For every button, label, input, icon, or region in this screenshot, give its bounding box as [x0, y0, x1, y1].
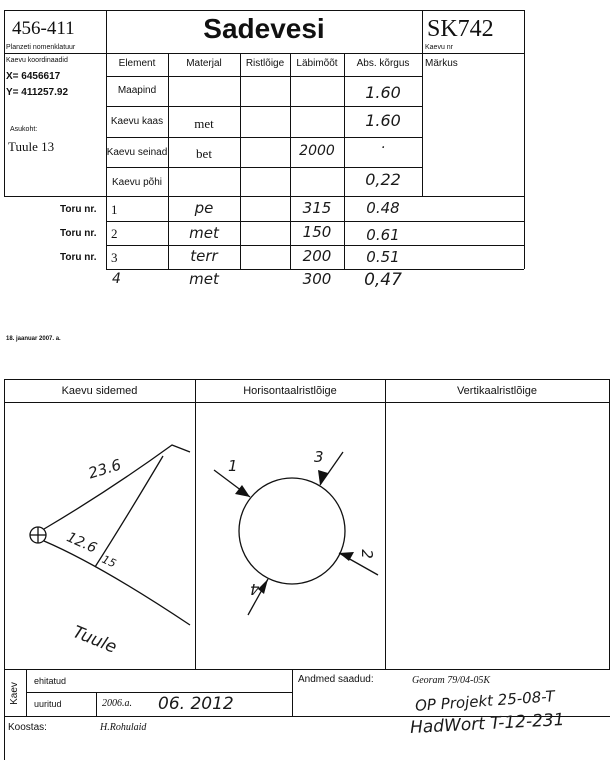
pipe-diameter-3: 200: [302, 247, 332, 265]
pipe-elevation-1: 0.48: [366, 199, 400, 217]
row-material-1: met: [194, 116, 214, 131]
row-elevation-0: 1.60: [365, 83, 401, 102]
source-hand-project: OP Projekt 25-08-T: [414, 687, 556, 715]
pipe-no-1: 1: [111, 202, 118, 217]
col-header-diameter: Läbimõõt: [296, 58, 338, 69]
document-date: 18. jaanuar 2007. a.: [6, 336, 61, 342]
pipe-diameter-4: 300: [302, 270, 332, 288]
panel-title-ties: Kaevu sidemed: [61, 385, 138, 397]
pipe-material-1: pe: [194, 199, 214, 217]
address: Tuule 13: [8, 139, 55, 154]
pipe-diameter-1: 315: [302, 199, 332, 217]
col-header-crosssection: Ristlõige: [245, 58, 285, 69]
pipe-material-3: terr: [190, 247, 218, 265]
pipe-label-sketch-4: 4: [250, 580, 260, 598]
source-value: Georam 79/04-05K: [412, 675, 491, 686]
pipe-arrow-3: [318, 470, 328, 485]
row-element-0: Maapind: [117, 85, 157, 96]
col-header-notes: Märkus: [425, 58, 458, 69]
col-header-material: Materjal: [186, 58, 222, 69]
footer-surveyed-divider: [96, 692, 97, 716]
pipe-no-2: 2: [111, 226, 118, 241]
pipe-label-sketch-1: 1: [228, 457, 238, 475]
footer-top-line: [4, 669, 610, 670]
row-element-2: Kaevu seinad: [106, 147, 168, 158]
compiled-value: H.Rohulaid: [100, 722, 147, 733]
footer-mid-line: [26, 692, 292, 693]
well-id: SK742: [427, 16, 494, 42]
pipe-label-sketch-2: 2: [357, 549, 376, 559]
pipe-label-3: Toru nr.: [60, 252, 97, 263]
footer-kaev-divider: [26, 669, 27, 716]
tie-cross-distance: 15: [99, 552, 119, 571]
pipe-no-4: 4: [112, 271, 121, 287]
horizontal-section: [214, 452, 378, 615]
built-label: ehitatud: [34, 676, 67, 686]
coord-x: X= 6456617: [6, 71, 61, 82]
source-hand-ref: HadWort T-12-231: [409, 709, 565, 739]
well-id-caption: Kaevu nr: [425, 44, 454, 51]
pipe-label-2: Toru nr.: [60, 228, 97, 239]
surveyed-value: 2006.a.: [102, 698, 132, 709]
kaev-label: Kaev: [8, 682, 20, 705]
panel-title-horizontal: Horisontaalristlõige: [243, 385, 337, 397]
row-diameter-2: 2000: [299, 143, 335, 159]
surveyed-hand-date: 06. 2012: [158, 694, 234, 714]
row-elevation-1: 1.60: [365, 111, 401, 130]
tie-line-short: [44, 541, 190, 625]
address-caption: Asukoht:: [10, 126, 38, 133]
compiled-label: Koostas:: [8, 722, 47, 733]
pipe-material-2: met: [189, 224, 219, 242]
map-sheet-code: 456-411: [12, 18, 75, 39]
pipe-arrows: [235, 470, 354, 594]
map-sheet-caption: Planzeti nomenklatuur: [6, 44, 76, 51]
page-title: Sadevesi: [203, 13, 325, 44]
col-header-elevation: Abs. kõrgus: [356, 58, 410, 69]
street-name: Tuule: [69, 622, 120, 658]
pipe-no-3: 3: [111, 250, 118, 265]
row-element-3: Kaevu põhi: [111, 177, 163, 188]
panel-title-vertical: Vertikaalristlõige: [456, 385, 538, 397]
surveyed-label: uuritud: [34, 699, 62, 709]
pipe-material-4: met: [189, 270, 219, 288]
source-label: Andmed saadud:: [298, 674, 374, 685]
row-elevation-3: 0,22: [365, 170, 401, 189]
row-material-2: bet: [196, 146, 212, 161]
coord-caption: Kaevu koordinaadid: [6, 57, 68, 64]
tie-long-distance: 23.6: [86, 455, 124, 483]
pipe-diameter-2: 150: [302, 223, 332, 241]
row-element-1: Kaevu kaas: [110, 116, 164, 127]
footer-source-divider: [292, 669, 293, 716]
row-elevation-2: ·: [380, 140, 386, 156]
pipe-label-1: Toru nr.: [60, 204, 97, 215]
pipe-elevation-4: 0,47: [364, 270, 402, 290]
pipe-elevation-3: 0.51: [366, 248, 400, 266]
well-circle: [239, 478, 345, 584]
pipe-elevation-2: 0.61: [366, 226, 400, 244]
coord-y: Y= 411257.92: [6, 87, 69, 98]
col-header-element: Element: [118, 58, 156, 69]
pipe-label-sketch-3: 3: [314, 448, 324, 466]
tie-short-distance: 12.6: [64, 529, 100, 557]
